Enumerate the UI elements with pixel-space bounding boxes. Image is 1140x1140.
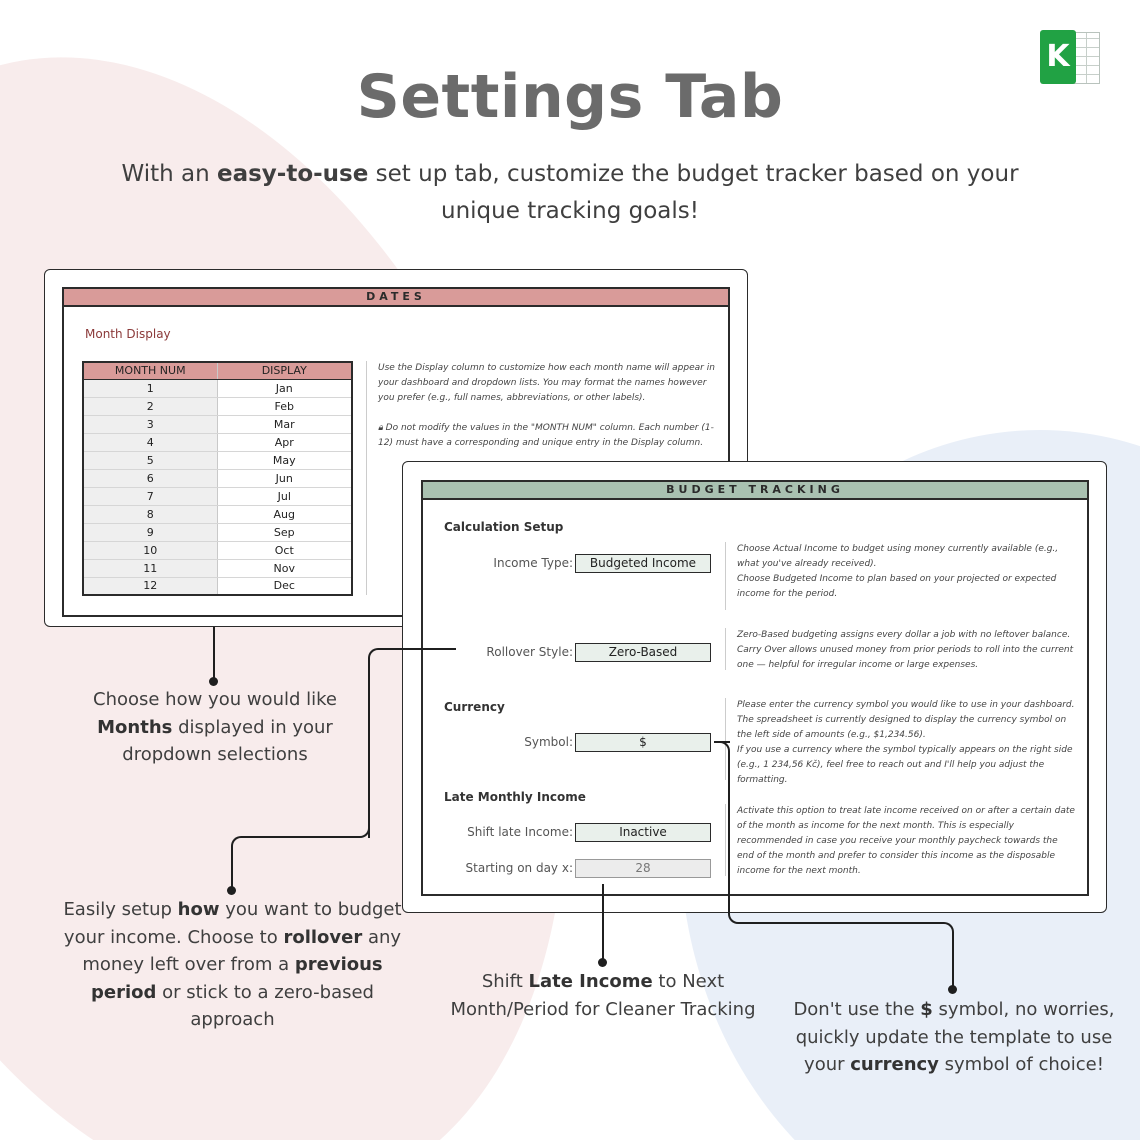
table-row — [83, 397, 352, 415]
connector-line — [602, 884, 604, 962]
month-num-cell: 4 — [83, 433, 217, 451]
income-type-note: Choose Actual Income to budget using money currently available (e.g., what you've already received). Choose Budgeted Income to plan based on your projected or expected income for the period. — [737, 544, 1059, 599]
month-num-warning-text: Do not modify the values in the "MONTH NUM" column. Each number (1-12) must have a corresponding and unique entry in the Display column. — [378, 423, 714, 448]
month-display-title: Month Display — [85, 327, 171, 341]
divider — [725, 542, 726, 610]
page-subtitle — [110, 156, 1030, 230]
table-row — [83, 379, 352, 397]
connector-curve — [368, 648, 380, 838]
caption-text: you want to budget your income. Choose to — [63, 899, 402, 948]
connector-dot — [948, 985, 957, 994]
month-num-cell: 11 — [83, 559, 217, 577]
starting-day-input[interactable]: 28 — [575, 859, 711, 878]
income-type-label: Income Type: — [493, 556, 573, 570]
table-row — [83, 469, 352, 487]
late-monthly-income-title: Late Monthly Income — [444, 790, 586, 804]
connector-line — [952, 934, 954, 988]
rollover-style-label: Rollover Style: — [486, 645, 573, 659]
caption-emphasis: $ — [920, 999, 933, 1020]
display-cell[interactable]: Mar — [217, 415, 352, 433]
table-row — [83, 523, 352, 541]
caption-text: Shift — [481, 971, 529, 992]
table-row — [83, 505, 352, 523]
month-display-note: Use the Display column to customize how each month name will appear in your dashboard and dropdown lists. You may format the names however you prefer (e.g., full names, abbreviations, or other labels). — [378, 363, 715, 403]
caption-text: symbol, no worries, quickly update the template to use your — [795, 999, 1115, 1075]
logo-letter: K — [1040, 30, 1076, 84]
month-num-cell: 1 — [83, 379, 217, 397]
table-row — [83, 451, 352, 469]
month-num-cell: 7 — [83, 487, 217, 505]
caption-emphasis: currency — [850, 1054, 939, 1075]
late-income-note: Activate this option to treat late income received on or after a certain date of the month as income for the next month. This is especially recommended in case you receive your monthly paycheck towards the end of the month and prefer to consider this income as the disposable income for the next month. — [737, 806, 1075, 876]
table-row — [83, 487, 352, 505]
subtitle-emphasis: easy-to-use — [216, 161, 369, 187]
caption-text: Choose how you would like — [93, 689, 337, 710]
month-num-cell: 12 — [83, 577, 217, 595]
caption-text: Don't use the — [793, 999, 921, 1020]
connector-line — [231, 848, 233, 888]
month-num-cell: 2 — [83, 397, 217, 415]
display-cell[interactable]: Jan — [217, 379, 352, 397]
lock-icon: 🔒︎ — [378, 423, 386, 433]
months-caption — [80, 686, 350, 769]
caption-text: or stick to a zero-based approach — [156, 981, 374, 1030]
currency-title: Currency — [444, 700, 505, 714]
divider — [366, 361, 367, 595]
connector-line — [728, 751, 730, 913]
caption-emphasis: previous period — [91, 954, 383, 1003]
shift-late-income-label: Shift late Income: — [467, 825, 573, 839]
caption-text: symbol of choice! — [938, 1054, 1104, 1075]
caption-text: Easily setup — [63, 899, 178, 920]
display-cell[interactable]: Jul — [217, 487, 352, 505]
table-row — [83, 577, 352, 595]
budget-tracking-header: BUDGET TRACKING — [423, 482, 1087, 500]
divider — [725, 698, 726, 780]
caption-text: any money left over from a — [82, 926, 402, 975]
display-cell[interactable]: May — [217, 451, 352, 469]
connector-line — [378, 648, 456, 650]
display-cell[interactable]: Aug — [217, 505, 352, 523]
late-income-caption — [430, 968, 776, 1023]
caption-text: to Next Month/Period for Cleaner Tracking — [450, 971, 756, 1020]
table-row — [83, 433, 352, 451]
display-cell[interactable]: Dec — [217, 577, 352, 595]
rollover-caption — [60, 896, 405, 1034]
month-num-cell: 8 — [83, 505, 217, 523]
subtitle-text-end: set up tab, customize the budget tracker based on your unique tracking goals! — [368, 161, 1019, 224]
starting-day-label: Starting on day x: — [465, 861, 573, 875]
connector-line — [740, 922, 944, 924]
table-row — [83, 415, 352, 433]
caption-emphasis: how — [177, 899, 220, 920]
caption-emphasis: Months — [97, 716, 173, 738]
shift-late-income-select[interactable]: Inactive — [575, 823, 711, 842]
caption-emphasis: Late Income — [528, 971, 653, 992]
connector-dot — [598, 958, 607, 967]
month-num-cell: 6 — [83, 469, 217, 487]
column-header-display: DISPLAY — [217, 362, 352, 379]
month-num-cell: 10 — [83, 541, 217, 559]
caption-text: displayed in your dropdown selections — [122, 716, 333, 765]
display-cell[interactable]: Jun — [217, 469, 352, 487]
budget-tracking-panel — [421, 480, 1089, 896]
rollover-style-note: Zero-Based budgeting assigns every dollar a job with no leftover balance. Carry Over allows unused money from prior periods to roll into the current one — helpful for irregular income or large expenses. — [737, 630, 1074, 670]
currency-note: Please enter the currency symbol you would like to use in your dashboard. The spreadsheet is currently designed to display the currency symbol on the left side of amounts (e.g., $1,234.56). If you use a currency where the symbol typically appears on the right side (e.g., 1 234,56 Kč), feel free to reach out and I'll help you adjust the formatting. — [737, 700, 1075, 785]
display-cell[interactable]: Feb — [217, 397, 352, 415]
currency-caption — [782, 996, 1126, 1079]
connector-line — [213, 627, 215, 681]
connector-dot — [209, 677, 218, 686]
dates-header: DATES — [64, 289, 728, 307]
currency-symbol-input[interactable]: $ — [575, 733, 711, 752]
table-row — [83, 541, 352, 559]
table-row — [83, 559, 352, 577]
column-header-month-num: MONTH NUM — [83, 362, 217, 379]
divider — [725, 804, 726, 876]
calculation-setup-title: Calculation Setup — [444, 520, 564, 534]
divider — [725, 628, 726, 670]
display-cell[interactable]: Nov — [217, 559, 352, 577]
month-num-cell: 9 — [83, 523, 217, 541]
caption-emphasis: rollover — [283, 926, 363, 948]
page-title: Settings Tab — [356, 62, 784, 132]
connector-line — [242, 836, 360, 838]
income-type-select[interactable]: Budgeted Income — [575, 554, 711, 573]
subtitle-text: With an — [121, 161, 217, 187]
budget-tracking-card — [402, 461, 1107, 913]
connector-dot — [227, 886, 236, 895]
display-cell[interactable]: Apr — [217, 433, 352, 451]
month-num-cell: 5 — [83, 451, 217, 469]
month-display-table — [82, 361, 353, 596]
rollover-style-select[interactable]: Zero-Based — [575, 643, 711, 662]
month-num-warning — [378, 421, 718, 451]
month-num-cell: 3 — [83, 415, 217, 433]
display-cell[interactable]: Oct — [217, 541, 352, 559]
symbol-label: Symbol: — [524, 735, 573, 749]
display-cell[interactable]: Sep — [217, 523, 352, 541]
